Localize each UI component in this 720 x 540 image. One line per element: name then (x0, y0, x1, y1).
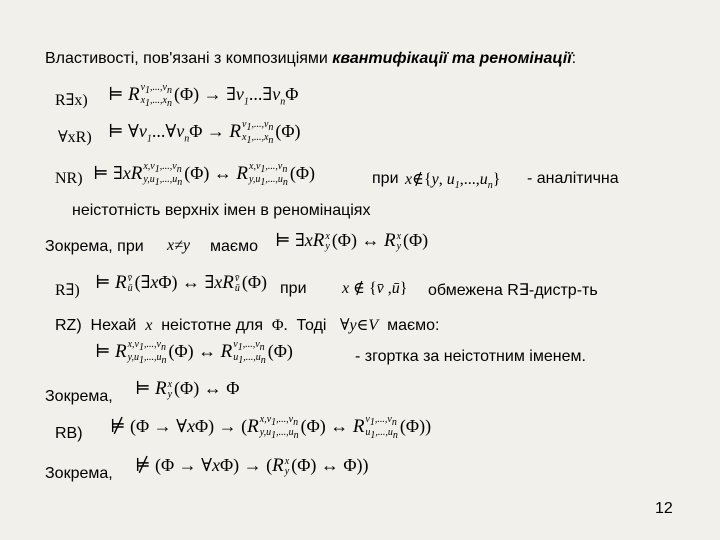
rz-label: RZ) (55, 317, 82, 334)
nr-condition: при (372, 170, 399, 187)
zokrema1-mayemo: маємо (210, 238, 258, 255)
rz-phi: Φ. (271, 317, 288, 334)
page-number: 12 (655, 500, 673, 517)
r-exists2-condition-formula: x ∉ {v̄ ,ū} (342, 280, 408, 297)
rz-note: - згортка за неістотним іменем. (355, 348, 586, 365)
rz-quant: ∀y∈V (339, 317, 379, 334)
formula-zokrema1: ⊨ ∃xR x y (Φ) ↔ R x y (Φ) (275, 230, 429, 252)
nr-note2: неістотність верхніх імен в реномінаціях (72, 202, 371, 219)
rule-r-exists2-label: R∃) (55, 282, 80, 299)
intro-end: : (571, 50, 577, 67)
rz-text3: Тоді (296, 317, 327, 334)
formula-rz: ⊨ R $x,v_1,...,v_n$ $y,u_1,...,u_n$ (Φ) ↔ R $v_1,...,v_n$ $u_1,...,u_n$ (Φ) (95, 339, 293, 366)
zokrema1-label: Зокрема, при (45, 238, 144, 255)
formula-r-forall: ⊨ $\forall v_1...\forall v_n\Phi \to R$ $v_1,...,v_n$ $x_1,...,x_n$ (Φ) (108, 119, 301, 146)
formula-nr: ⊨ ∃xR $x,v_1,...,v_n$ $y,u_1,...,u_n$ (Φ) ↔ R $x,v_1,...,v_n$ $y,u_1,...,u_n$ (Φ) (93, 161, 316, 188)
formula-rb: ⊭ (Φ → ∀xΦ) → (R $x,v_1,...,v_n$ $y,u_1,...,u_n$ (Φ) ↔ R $v_1,...,v_n$ $u_1,...,u_n$ (Φ)) (110, 414, 432, 441)
r-exists2-note: обмежена R∃-дистр-ть (428, 282, 598, 299)
formula-r-exists: ⊨ R $v_1,...,v_n$ $x_1,...,x_n$ $(\Phi) \to \exists v_1...\exists v_n\Phi$ (108, 82, 299, 109)
intro-line (45, 50, 576, 68)
zokrema1-cond: x≠y (167, 237, 190, 254)
formula-zokrema3: ⊭ (Φ → ∀xΦ) → (R x y (Φ) ↔ Φ)) (135, 455, 369, 477)
intro-bold: квантифікації та реномінації (332, 50, 572, 67)
rz-text4: маємо: (387, 317, 440, 334)
rule-rz-line (55, 315, 440, 335)
rule-rb-label: RB) (55, 425, 83, 442)
rule-nr-label: NR) (55, 170, 83, 187)
zokrema3-label: Зокрема, (45, 465, 113, 482)
formula-r-exists2: ⊨ R v̄ ū (∃xΦ) ↔ ∃xR v̄ ū (Φ) (95, 272, 268, 294)
rz-var: x (145, 317, 153, 334)
rule-r-exists-label: R∃x) (55, 92, 88, 109)
formula-zokrema2: ⊨ R x y (Φ) ↔ Φ (135, 378, 240, 400)
rz-text2: неістотне для (161, 317, 264, 334)
rule-r-forall-label: ∀xR) (58, 129, 92, 146)
zokrema2-label: Зокрема, (45, 388, 113, 405)
intro-text: Властивості, пов'язані з композиціями (45, 50, 333, 67)
nr-condition-formula: x∉{y, $u_1,...,u_n$} (405, 171, 501, 192)
r-exists2-condition: при (280, 280, 307, 297)
rz-text: Нехай (90, 317, 137, 334)
nr-note: - аналітична (527, 170, 619, 187)
